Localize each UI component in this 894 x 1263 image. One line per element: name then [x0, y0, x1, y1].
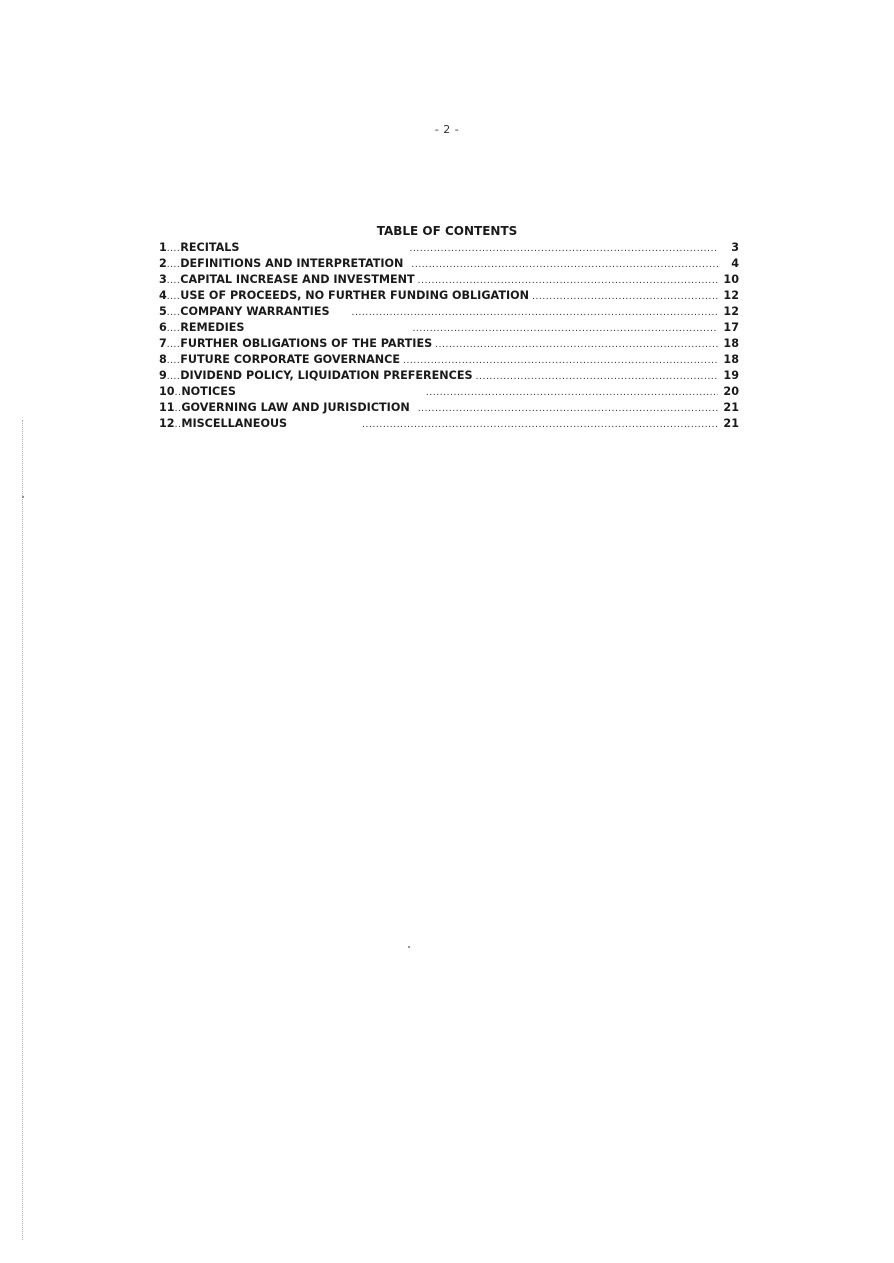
toc-entry [159, 384, 739, 400]
toc-dot-leader [411, 257, 718, 273]
toc-title: TABLE OF CONTENTS [376, 224, 518, 238]
toc-entry-number-value: 7 [159, 337, 167, 350]
toc-dot-leader [532, 289, 718, 305]
toc-entry-number [159, 272, 180, 289]
toc-entry-heading: FUTURE CORPORATE GOVERNANCE [180, 353, 401, 366]
toc-dot-leader [410, 241, 719, 257]
toc-entry-page: 4 [731, 257, 739, 270]
toc-entry-heading: DIVIDEND POLICY, LIQUIDATION PREFERENCES [180, 369, 473, 382]
toc-dot-leader [362, 417, 718, 433]
toc-entry-number [159, 400, 181, 417]
toc-entry-page: 3 [731, 241, 739, 254]
toc-entry-number-value: 5 [159, 305, 167, 318]
toc-entry-page: 21 [723, 417, 739, 430]
toc-entry [159, 400, 739, 416]
toc-entry-number-leader: .... [166, 260, 181, 270]
toc-dot-leader [418, 401, 718, 417]
scan-margin-line [22, 420, 23, 1240]
toc-dot-leader [418, 273, 718, 289]
toc-entry [159, 368, 739, 384]
toc-entry-number-value: 1 [159, 241, 167, 254]
page-number: - 2 - [434, 123, 460, 136]
toc-entry-number [159, 384, 181, 401]
toc-entry-heading: NOTICES [181, 385, 236, 398]
toc-dot-leader [426, 385, 718, 401]
toc-entry-heading: REMEDIES [180, 321, 245, 334]
toc-dot-leader [403, 353, 718, 369]
toc-entry-heading: DEFINITIONS AND INTERPRETATION [180, 257, 404, 270]
toc-entry [159, 272, 739, 288]
toc-dot-leader [412, 321, 718, 337]
toc-entry-page: 17 [723, 321, 739, 334]
toc-entry-number-leader: .. [174, 388, 182, 398]
toc-entry-number [159, 304, 180, 321]
toc-entry-page: 21 [723, 401, 739, 414]
toc-entry-page: 19 [723, 369, 739, 382]
toc-entry-page: 18 [723, 353, 739, 366]
toc-entry [159, 304, 739, 320]
toc-entry-heading: CAPITAL INCREASE AND INVESTMENT [180, 273, 415, 286]
toc-entry [159, 288, 739, 304]
toc-entry-number-value: 6 [159, 321, 167, 334]
toc-entry-number-leader: .... [166, 340, 181, 350]
toc-entry-number [159, 352, 180, 369]
toc-entry-number [159, 368, 180, 385]
toc-entry-number-value: 11 [159, 401, 175, 414]
toc-entry-number [159, 336, 180, 353]
toc-entry-number-value: 4 [159, 289, 167, 302]
toc-entry [159, 352, 739, 368]
toc-entry-heading: FURTHER OBLIGATIONS OF THE PARTIES [180, 337, 433, 350]
toc-entry-number-leader: .... [166, 308, 181, 318]
toc-entry [159, 336, 739, 352]
toc-entry-number [159, 320, 180, 337]
toc-entry-heading: USE OF PROCEEDS, NO FURTHER FUNDING OBLIGATION [180, 289, 529, 302]
scan-speck [22, 496, 24, 498]
toc-entry-heading: RECITALS [180, 241, 240, 254]
toc-entry [159, 416, 739, 432]
toc-entry-page: 12 [723, 305, 739, 318]
scan-speck [408, 946, 410, 948]
toc-entry-number-value: 10 [159, 385, 175, 398]
toc-entry-number-value: 3 [159, 273, 167, 286]
toc-entry-page: 12 [723, 289, 739, 302]
toc-entry-page: 10 [723, 273, 739, 286]
toc-entry-number [159, 256, 180, 273]
toc-entry-number [159, 416, 181, 433]
toc-entry-number-leader: .... [166, 244, 181, 254]
toc-entry-number [159, 288, 180, 305]
toc-entry [159, 320, 739, 336]
toc-entry-number-leader: .. [174, 420, 182, 430]
toc-entry-number-value: 9 [159, 369, 167, 382]
toc-entry-number-leader: .... [166, 276, 181, 286]
toc-dot-leader [435, 337, 718, 353]
toc-entry-heading: COMPANY WARRANTIES [180, 305, 330, 318]
toc-entry-heading: GOVERNING LAW AND JURISDICTION [181, 401, 410, 414]
toc-entry-heading: MISCELLANEOUS [181, 417, 288, 430]
toc-dot-leader [352, 305, 718, 321]
table-of-contents [159, 240, 739, 432]
toc-entry-number-leader: .. [174, 404, 182, 414]
toc-entry-page: 18 [723, 337, 739, 350]
toc-entry-number-leader: .... [166, 372, 181, 382]
toc-entry-number-value: 8 [159, 353, 167, 366]
toc-dot-leader [476, 369, 718, 385]
toc-entry-number [159, 240, 180, 257]
toc-entry-number-leader: .... [166, 292, 181, 302]
toc-entry-number-leader: .... [166, 324, 181, 334]
toc-entry-number-value: 12 [159, 417, 175, 430]
toc-entry [159, 256, 739, 272]
toc-entry-page: 20 [723, 385, 739, 398]
toc-entry-number-value: 2 [159, 257, 167, 270]
toc-entry [159, 240, 739, 256]
toc-entry-number-leader: .... [166, 356, 181, 366]
